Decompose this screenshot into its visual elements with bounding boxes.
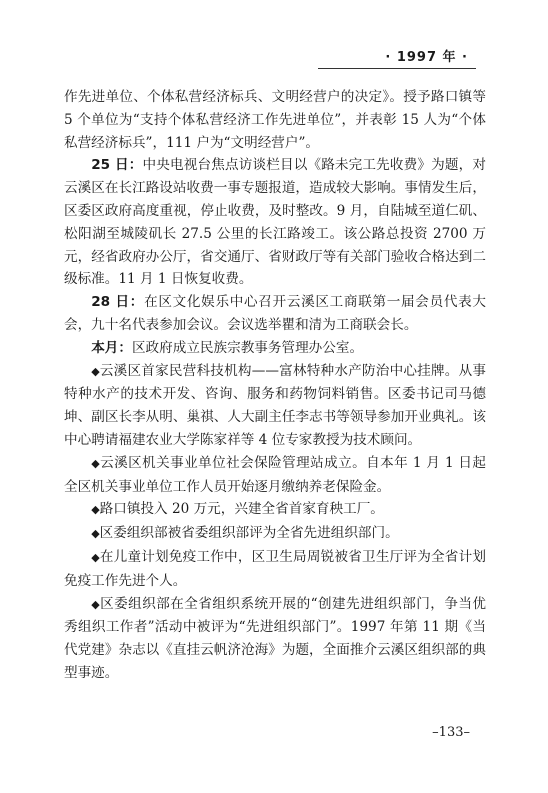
bullet-item-3 [64,498,486,522]
bullet-text: 云溪区首家民营科技机构——富林特种水产防治中心挂牌。从事特种水产的技术开发、咨询、服务和药物饲料销售。区委书记司马德坤、副区长李从明、巢祺、人大副主任李志书等领导参加开业典礼。该中心聘请福建农业大学陈家祥等 4 位专家教授为技术顾问。 [64,362,486,448]
bullet-item-4 [64,522,486,546]
entry-date: 本月： [91,339,132,356]
running-head: · 1997 年 · [385,50,468,65]
entry-this-month [64,337,486,360]
diamond-bullet-icon: ◆ [91,550,100,564]
bullet-text: 路口镇投入 20 万元，兴建全省首家育秧工厂。 [99,501,384,518]
entry-28th [64,291,486,337]
bullet-item-6 [64,593,486,685]
bullet-text: 区委组织部被省委组织部评为全省先进组织部门。 [99,525,399,542]
page-body [64,86,486,685]
header-rule [318,68,476,69]
bullet-text: 区委组织部在全省组织系统开展的“创建先进组织部门，争当优秀组织工作者”活动中被评为“先进组织部门”。1997 年第 11 期《当代党建》杂志以《直挂云帆济沧海》为题，全面推介云溪区组织部的典型事迹。 [64,595,486,681]
entry-text: 区政府成立民族宗教事务管理办公室。 [131,339,364,356]
diamond-bullet-icon: ◆ [91,597,101,611]
entry-text: 中央电视台焦点访谈栏目以《路未完工先收费》为题，对云溪区在长江路设站收费一事专题报道，造成较大影响。事情发生后，区委区政府高度重视，停止收费，及时整改。9 月，自陆城至道仁矶、松阳湖至城陵矶长 27.5 公里的长江路竣工。该公路总投资 2700 万元，经省政府办公厅，省交通厅、省财政厅等有关部门验收合格达到二级标准。11 月 1 日恢复收费。 [64,157,486,288]
paragraph-text: 作先进单位、个体私营经济标兵、文明经营户的决定》。授予路口镇等 5 个单位为“支持个体私营经济工作先进单位”，并表彰 15 人为“个体私营经济标兵”，111 户为“文明经营户”。 [64,89,486,151]
entry-text: 在区文化娱乐中心召开云溪区工商联第一届会员代表大会，九十名代表参加会议。会议选举瞿和清为工商联会长。 [64,294,487,333]
paragraph-continued [64,86,486,154]
diamond-bullet-icon: ◆ [91,364,100,378]
bullet-item-2 [64,452,486,499]
bullet-item-5 [64,546,486,593]
entry-25th [64,154,486,291]
entry-date: 28 日： [91,294,145,311]
bullet-text: 云溪区机关事业单位社会保险管理站成立。自本年 1 月 1 日起全区机关事业单位工作人员开始逐月缴纳养老保险金。 [64,454,486,495]
diamond-bullet-icon: ◆ [91,527,100,541]
diamond-bullet-icon: ◆ [91,503,100,517]
diamond-bullet-icon: ◆ [91,456,101,470]
page-number: –133– [432,725,470,740]
bullet-item-1 [64,360,486,452]
bullet-text: 在儿童计划免疫工作中，区卫生局周锐被省卫生厅评为全省计划免疫工作先进个人。 [64,548,486,589]
entry-date: 25 日： [91,157,143,174]
